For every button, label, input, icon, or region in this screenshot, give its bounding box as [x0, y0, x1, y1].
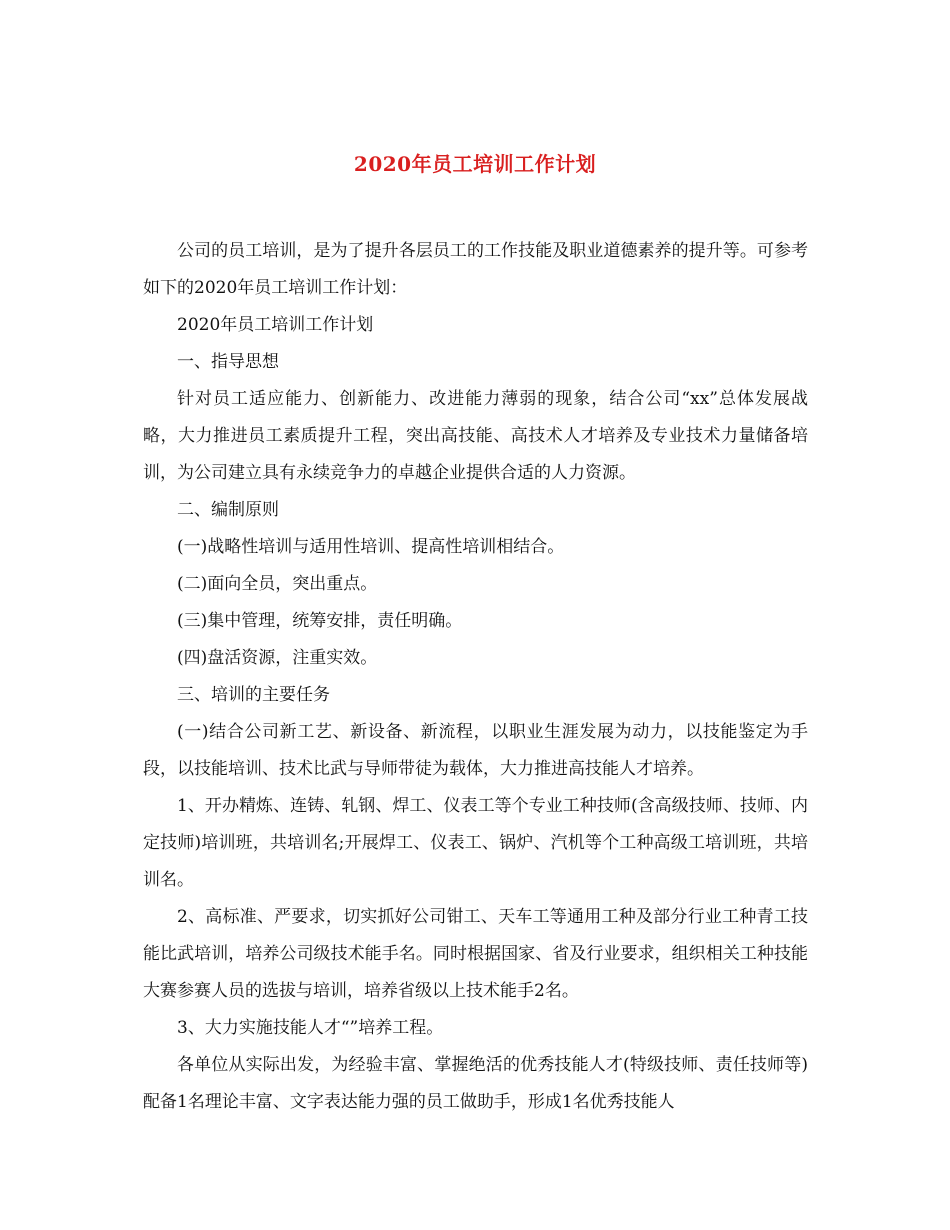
task-paragraph-1: (一)结合公司新工艺、新设备、新流程，以职业生涯发展为动力，以技能鉴定为手段，以技能培训、技术比武与导师带徒为载体，大力推进高技能人才培养。	[143, 722, 808, 779]
section-heading-principles: 二、编制原则	[177, 500, 279, 520]
section-heading-guiding-ideology: 一、指导思想	[177, 352, 279, 372]
task-item-3: 3、大力实施技能人才“”培养工程。	[177, 1018, 444, 1038]
principle-item-1: (一)战略性培训与适用性培训、提高性培训相结合。	[177, 537, 565, 557]
document-body	[143, 233, 808, 1121]
paragraph-guiding-ideology: 针对员工适应能力、创新能力、改进能力薄弱的现象，结合公司“xx”总体发展战略，大力推进员工素质提升工程，突出高技能、高技术人才培养及专业技术力量储备培训，为公司建立具有永续竞争力的卓越企业提供合适的人力资源。	[143, 389, 808, 483]
task-item-1: 1、开办精炼、连铸、轧钢、焊工、仪表工等个专业工种技师(含高级技师、技师、内定技师)培训班，共培训名;开展焊工、仪表工、锅炉、汽机等个工种高级工培训班，共培训名。	[143, 796, 808, 890]
paragraph-plan-heading: 2020年员工培训工作计划	[177, 315, 374, 335]
section-heading-main-tasks: 三、培训的主要任务	[177, 685, 330, 705]
paragraph-mentorship: 各单位从实际出发，为经验丰富、掌握绝活的优秀技能人才(特级技师、责任技师等)配备1名理论丰富、文字表达能力强的员工做助手，形成1名优秀技能人	[143, 1055, 808, 1112]
principle-item-4: (四)盘活资源，注重实效。	[177, 648, 378, 668]
paragraph-intro: 公司的员工培训，是为了提升各层员工的工作技能及职业道德素养的提升等。可参考如下的2020年员工培训工作计划：	[143, 241, 808, 298]
principle-item-2: (二)面向全员，突出重点。	[177, 574, 378, 594]
task-item-2: 2、高标准、严要求，切实抓好公司钳工、天车工等通用工种及部分行业工种青工技能比武培训，培养公司级技术能手名。同时根据国家、省及行业要求，组织相关工种技能大赛参赛人员的选拔与培训，培养省级以上技术能手2名。	[143, 907, 808, 1001]
document-title: 2020年员工培训工作计划	[353, 152, 597, 176]
principle-item-3: (三)集中管理，统筹安排，责任明确。	[177, 611, 463, 631]
